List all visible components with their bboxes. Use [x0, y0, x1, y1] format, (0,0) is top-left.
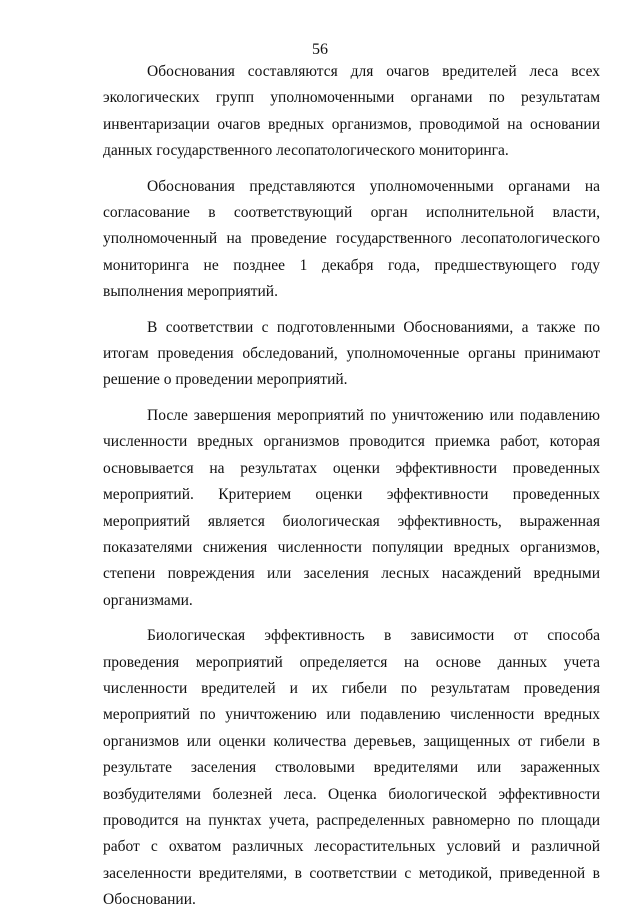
paragraph-acceptance: После завершения мероприятий по уничтожению или подавлению численности вредных организмов проводится приемка работ, которая основывается на результатах оценки эффективности проведенных мероприятий. Критерием оценки эффективности проведенных мероприятий является биологическая эффективность, выраженная показателями снижения численности популяции вредных организмов, степени повреждения или заселения лесных насаждений вредными организмами.	[103, 406, 600, 609]
paragraph-decision: В соответствии с подготовленными Обоснованиями, а также по итогам проведения обследований, уполномоченные органы принимают решение о проведении мероприятий.	[103, 318, 600, 389]
paragraph-biological-efficiency: Биологическая эффективность в зависимости от способа проведения мероприятий определяется на основе данных учета численности вредителей и их гибели по результатам проведения мероприятий по уничтожению или подавлению численности вредных организмов или оценки количества деревьев, защищенных от гибели в результате заселения стволовыми вредителями или зараженных возбудителями болезней леса. Оценка биологической эффективности проводится на пунктах учета, распределенных равномерно по площади работ с охватом различных лесорастительных условий и различной заселенности вредителями, в соответствии с методикой, приведенной в Обосновании.	[103, 627, 600, 909]
page-number: 56	[312, 41, 328, 58]
paragraph-justification-approval: Обоснования представляются уполномоченными органами на согласование в соответствующий орган исполнительной власти, уполномоченный на проведение государственного лесопатологического мониторинга не позднее 1 декабря года, предшествующего году выполнения мероприятий.	[103, 177, 600, 301]
paragraph-justification-preparation: Обоснования составляются для очагов вредителей леса всех экологических групп уполномоченными органами по результатам инвентаризации очагов вредных организмов, проводимой на основании данных государственного лесопатологического мониторинга.	[103, 63, 600, 160]
body-text	[103, 59, 600, 923]
